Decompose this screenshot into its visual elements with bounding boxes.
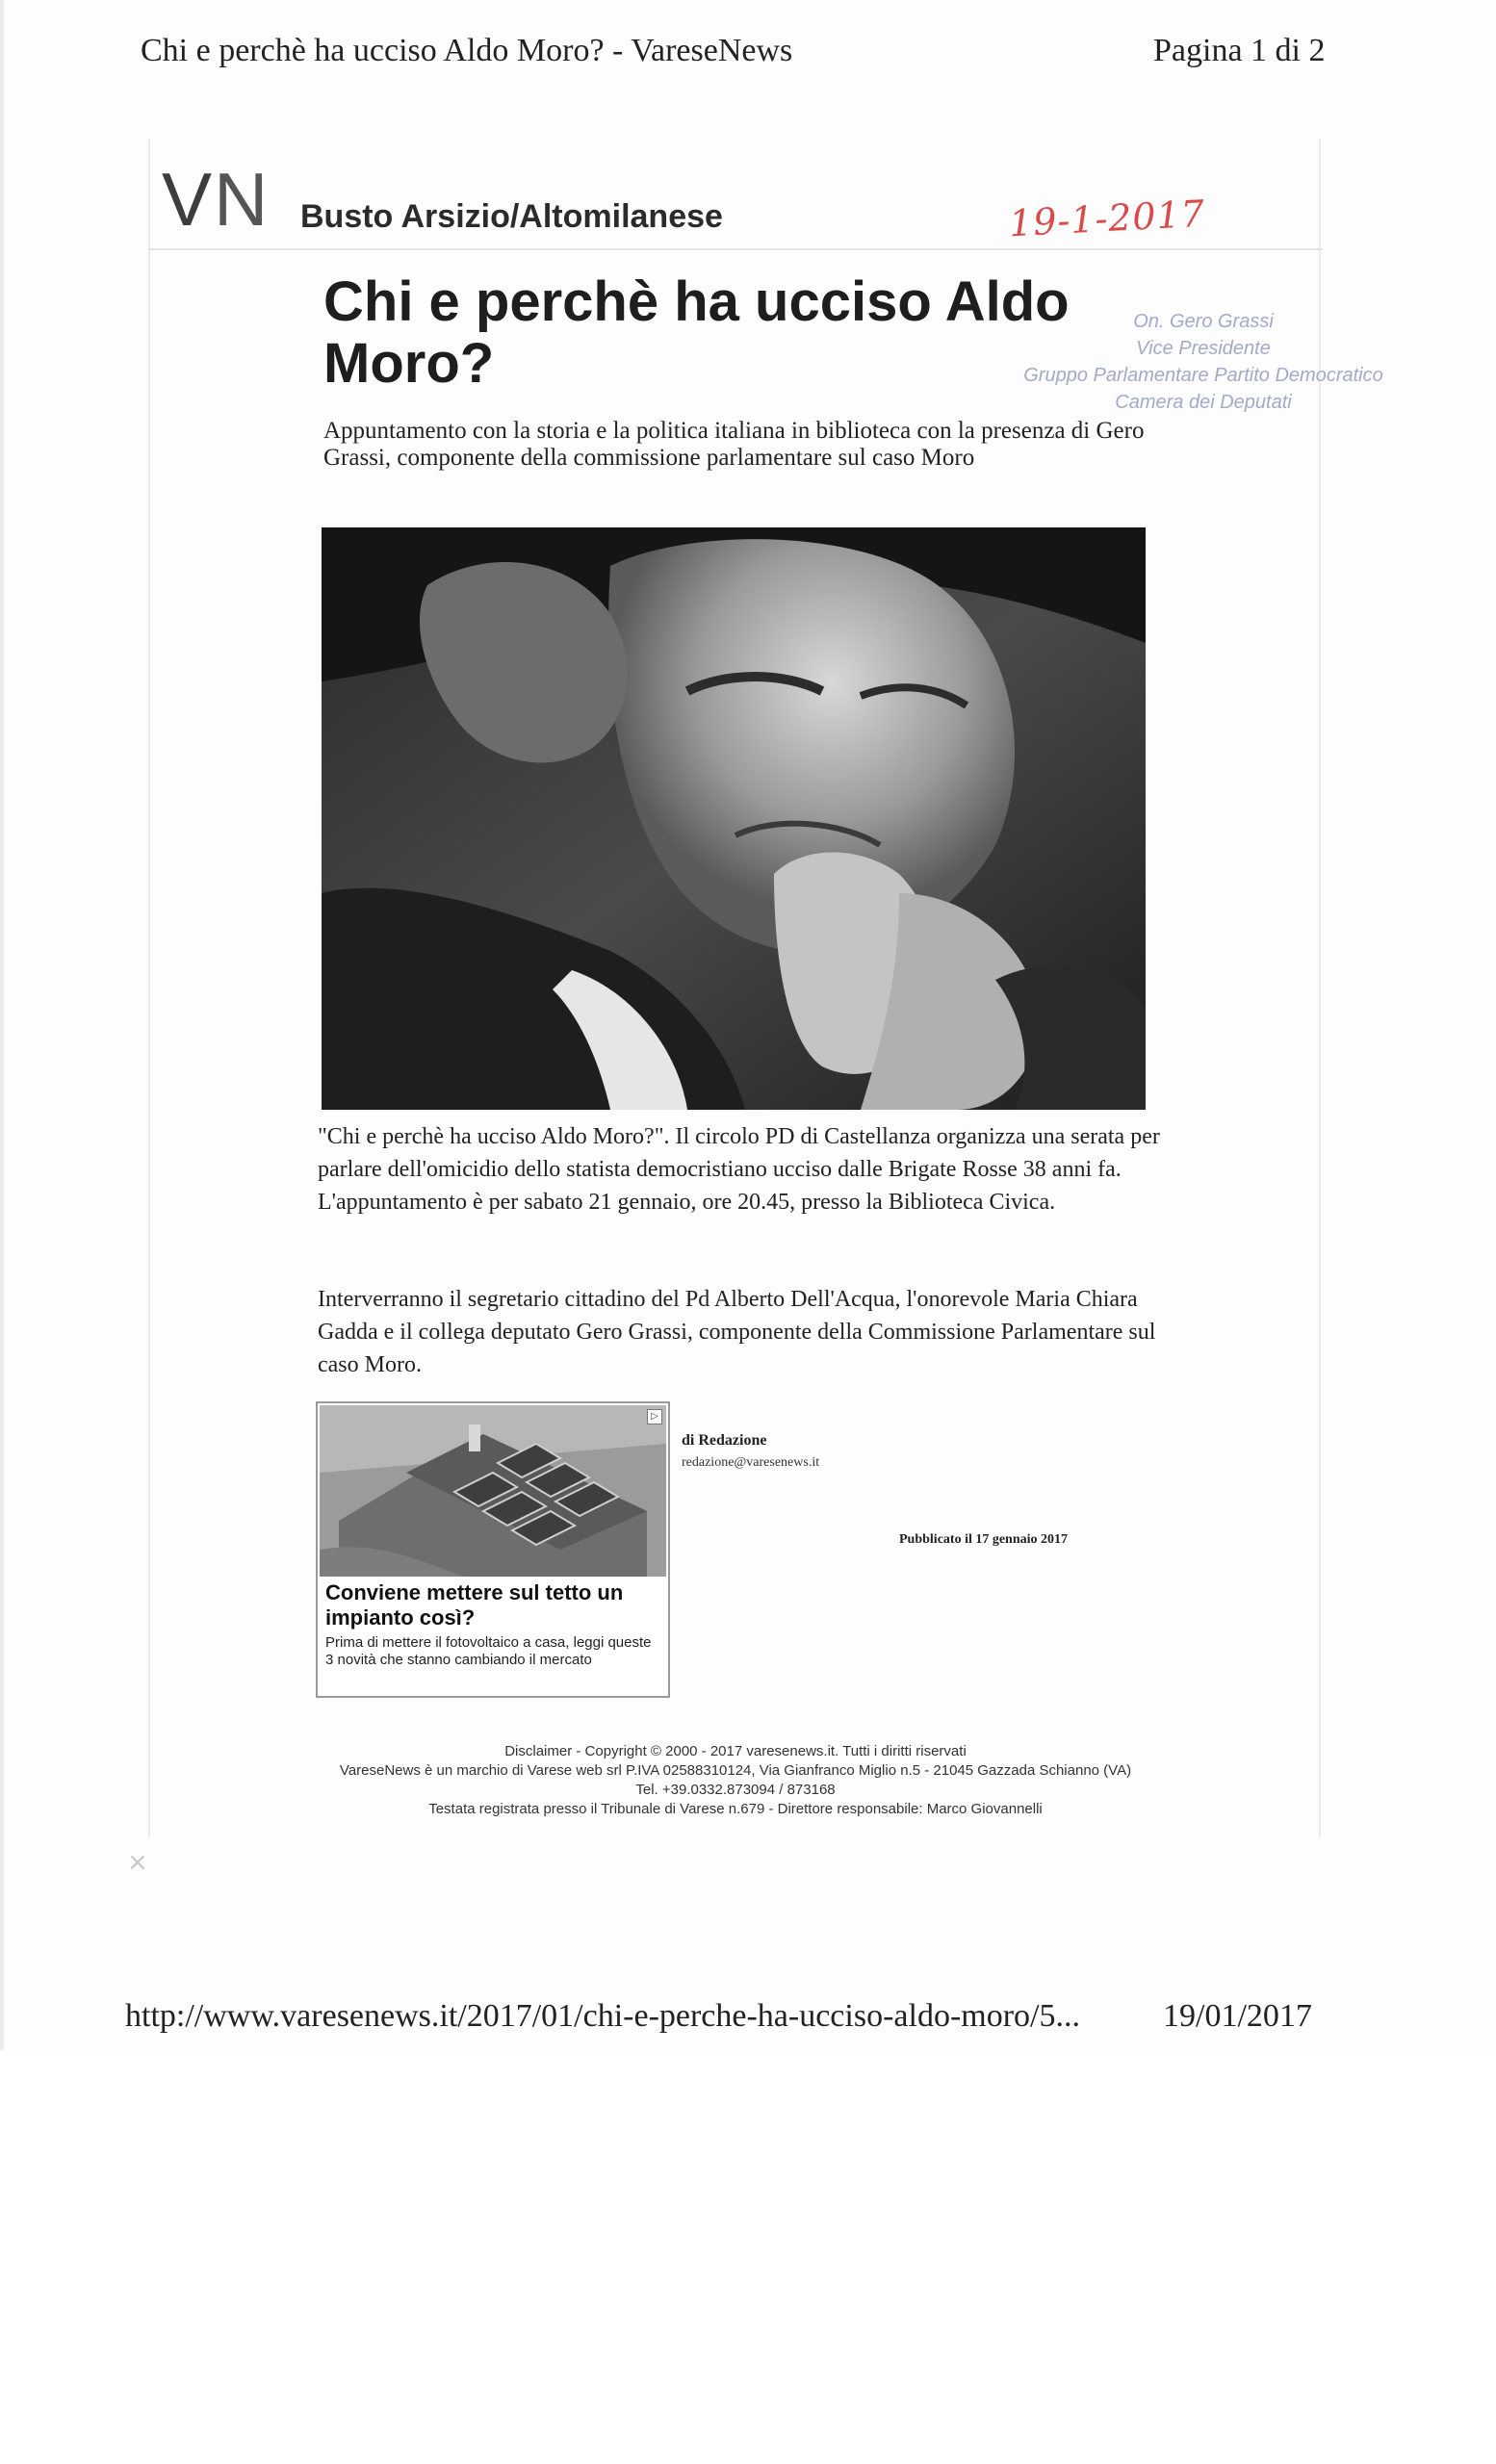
published-date: Pubblicato il 17 gennaio 2017 xyxy=(899,1532,1069,1547)
footer-phone: Tel. +39.0332.873094 / 873168 xyxy=(635,1782,836,1798)
ad-title[interactable]: Conviene mettere sul tetto un impianto così? xyxy=(325,1580,624,1630)
article-title: Chi e perchè ha ucciso Aldo Moro? xyxy=(323,270,1070,395)
logo-letter-n: N xyxy=(214,157,271,242)
frame-left-rule xyxy=(148,140,150,1838)
close-icon[interactable]: × xyxy=(127,1848,148,1877)
logo-letter-v: V xyxy=(162,157,215,242)
author-email[interactable]: redazione@varesenews.it xyxy=(682,1455,820,1470)
sponsored-ad[interactable] xyxy=(316,1401,670,1698)
footer-disclaimer: Disclaimer - Copyright © 2000 - 2017 varesenews.it. Tutti i diritti riservati xyxy=(504,1743,967,1759)
footer-company: VareseNews è un marchio di Varese web srl P.IVA 02588310124, Via Gianfranco Miglio n.5 - 21045 Gazzada Schianno (VA) xyxy=(339,1762,1132,1779)
author-label: di Redazione xyxy=(682,1432,767,1449)
print-footer-url: http://www.varesenews.it/2017/01/chi-e-perche-ha-ucciso-aldo-moro/5... xyxy=(125,1998,1080,2034)
ad-image[interactable] xyxy=(320,1405,666,1577)
print-header-title: Chi e perchè ha ucciso Aldo Moro? - VareseNews xyxy=(141,33,793,68)
article-paragraph-1: "Chi e perchè ha ucciso Aldo Moro?". Il circolo PD di Castellanza organizza una serata per parlare dell'omicidio dello statista democristiano ucciso dalle Brigate Rosse 38 anni fa. L'appuntamento è per sabato 21 gennaio, ore 20.45, presso la Biblioteca Civica. xyxy=(318,1124,1160,1215)
stamp-line-3: Gruppo Parlamentare Partito Democratico xyxy=(1023,365,1383,386)
article-lead: Appuntamento con la storia e la politica italiana in biblioteca con la presenza di Gero Grassi, componente della commissione parlamentare sul caso Moro xyxy=(323,418,1145,471)
section-name[interactable]: Busto Arsizio/Altomilanese xyxy=(300,198,723,235)
header-divider xyxy=(148,248,1323,250)
portrait-photo xyxy=(322,527,1146,1110)
handwritten-date: 19-1-2017 xyxy=(1007,192,1206,245)
print-header-page: Pagina 1 di 2 xyxy=(1153,33,1326,68)
stamp-line-4: Camera dei Deputati xyxy=(1115,392,1292,413)
stamp-line-1: On. Gero Grassi xyxy=(1133,311,1274,332)
article-paragraph-2: Interverranno il segretario cittadino del Pd Alberto Dell'Acqua, l'onorevole Maria Chiara Gadda e il collega deputato Gero Grassi, componente della Commissione Parlamentare sul caso Moro. xyxy=(318,1287,1156,1377)
footer-registration: Testata registrata presso il Tribunale di Varese n.679 - Direttore responsabile: Marco Giovannelli xyxy=(428,1801,1043,1817)
article-photo xyxy=(322,527,1146,1110)
print-footer-date: 19/01/2017 xyxy=(1163,1998,1312,2034)
ad-info-icon[interactable]: ▷ xyxy=(647,1409,662,1424)
site-logo[interactable] xyxy=(162,157,271,242)
site-footer xyxy=(148,1742,1323,1819)
stamp-line-2: Vice Presidente xyxy=(1136,338,1271,359)
scan-edge xyxy=(0,0,4,2050)
ad-text[interactable]: Prima di mettere il fotovoltaico a casa, leggi queste 3 novità che stanno cambiando il mercato xyxy=(325,1634,652,1668)
solar-roof-image xyxy=(320,1405,666,1577)
